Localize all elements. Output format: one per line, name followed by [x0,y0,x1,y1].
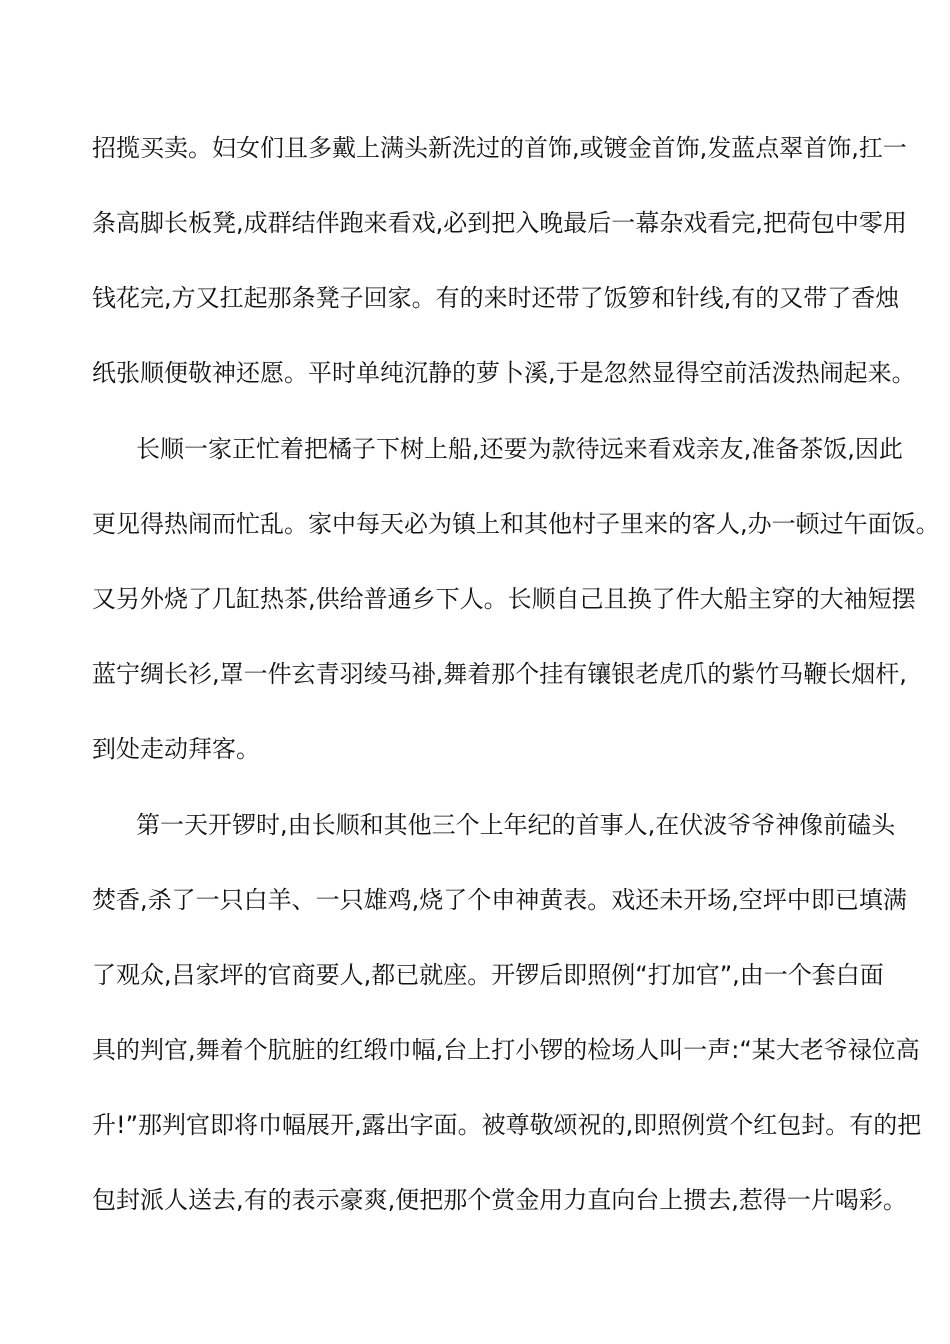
text-line: 焚香,杀了一只白羊、一只雄鸡,烧了个申神黄表。戏还未开场,空坪中即已填满 [92,886,907,914]
text-line: 招揽买卖。妇女们且多戴上满头新洗过的首饰,或镀金首饰,发蓝点翠首饰,扛一 [92,134,907,162]
text-line: 钱花完,方又扛起那条凳子回家。有的来时还带了饭箩和针线,有的又带了香烛 [92,284,900,312]
paragraph-first-line: 长顺一家正忙着把橘子下树上船,还要为款待远来看戏亲友,准备茶饭,因此 [136,435,903,463]
text-line: 又另外烧了几缸热茶,供给普通乡下人。长顺自己且换了件大船主穿的大袖短摆 [92,585,916,613]
paragraph-first-line: 第一天开锣时,由长顺和其他三个上年纪的首事人,在伏波爷爷神像前磕头 [136,811,896,839]
text-line: 包封派人送去,有的表示豪爽,便把那个赏金用力直向台上掼去,惹得一片喝彩。 [92,1186,907,1214]
text-line: 纸张顺便敬神还愿。平时单纯沉静的萝卜溪,于是忽然显得空前活泼热闹起来。 [92,359,916,387]
text-line: 到处走动拜客。 [92,735,260,763]
text-line: 更见得热闹而忙乱。家中每天必为镇上和其他村子里来的客人,办一顿过午面饭。 [92,510,940,538]
text-line: 蓝宁绸长衫,罩一件玄青羽绫马褂,舞着那个挂有镶银老虎爪的紫竹马鞭长烟杆, [92,660,907,688]
text-line: 了观众,吕家坪的官商要人,都已就座。开锣后即照例“打加官”,由一个套白面 [92,961,884,989]
text-line: 升!”那判官即将巾幅展开,露出字面。被尊敬颂祝的,即照例赏个红包封。有的把 [92,1111,922,1139]
text-line: 条高脚长板凳,成群结伴跑来看戏,必到把入晚最后一幕杂戏看完,把荷包中零用 [92,209,907,237]
text-line: 具的判官,舞着个肮脏的红缎巾幅,台上打小锣的检场人叫一声:“某大老爷禄位高 [92,1036,920,1064]
